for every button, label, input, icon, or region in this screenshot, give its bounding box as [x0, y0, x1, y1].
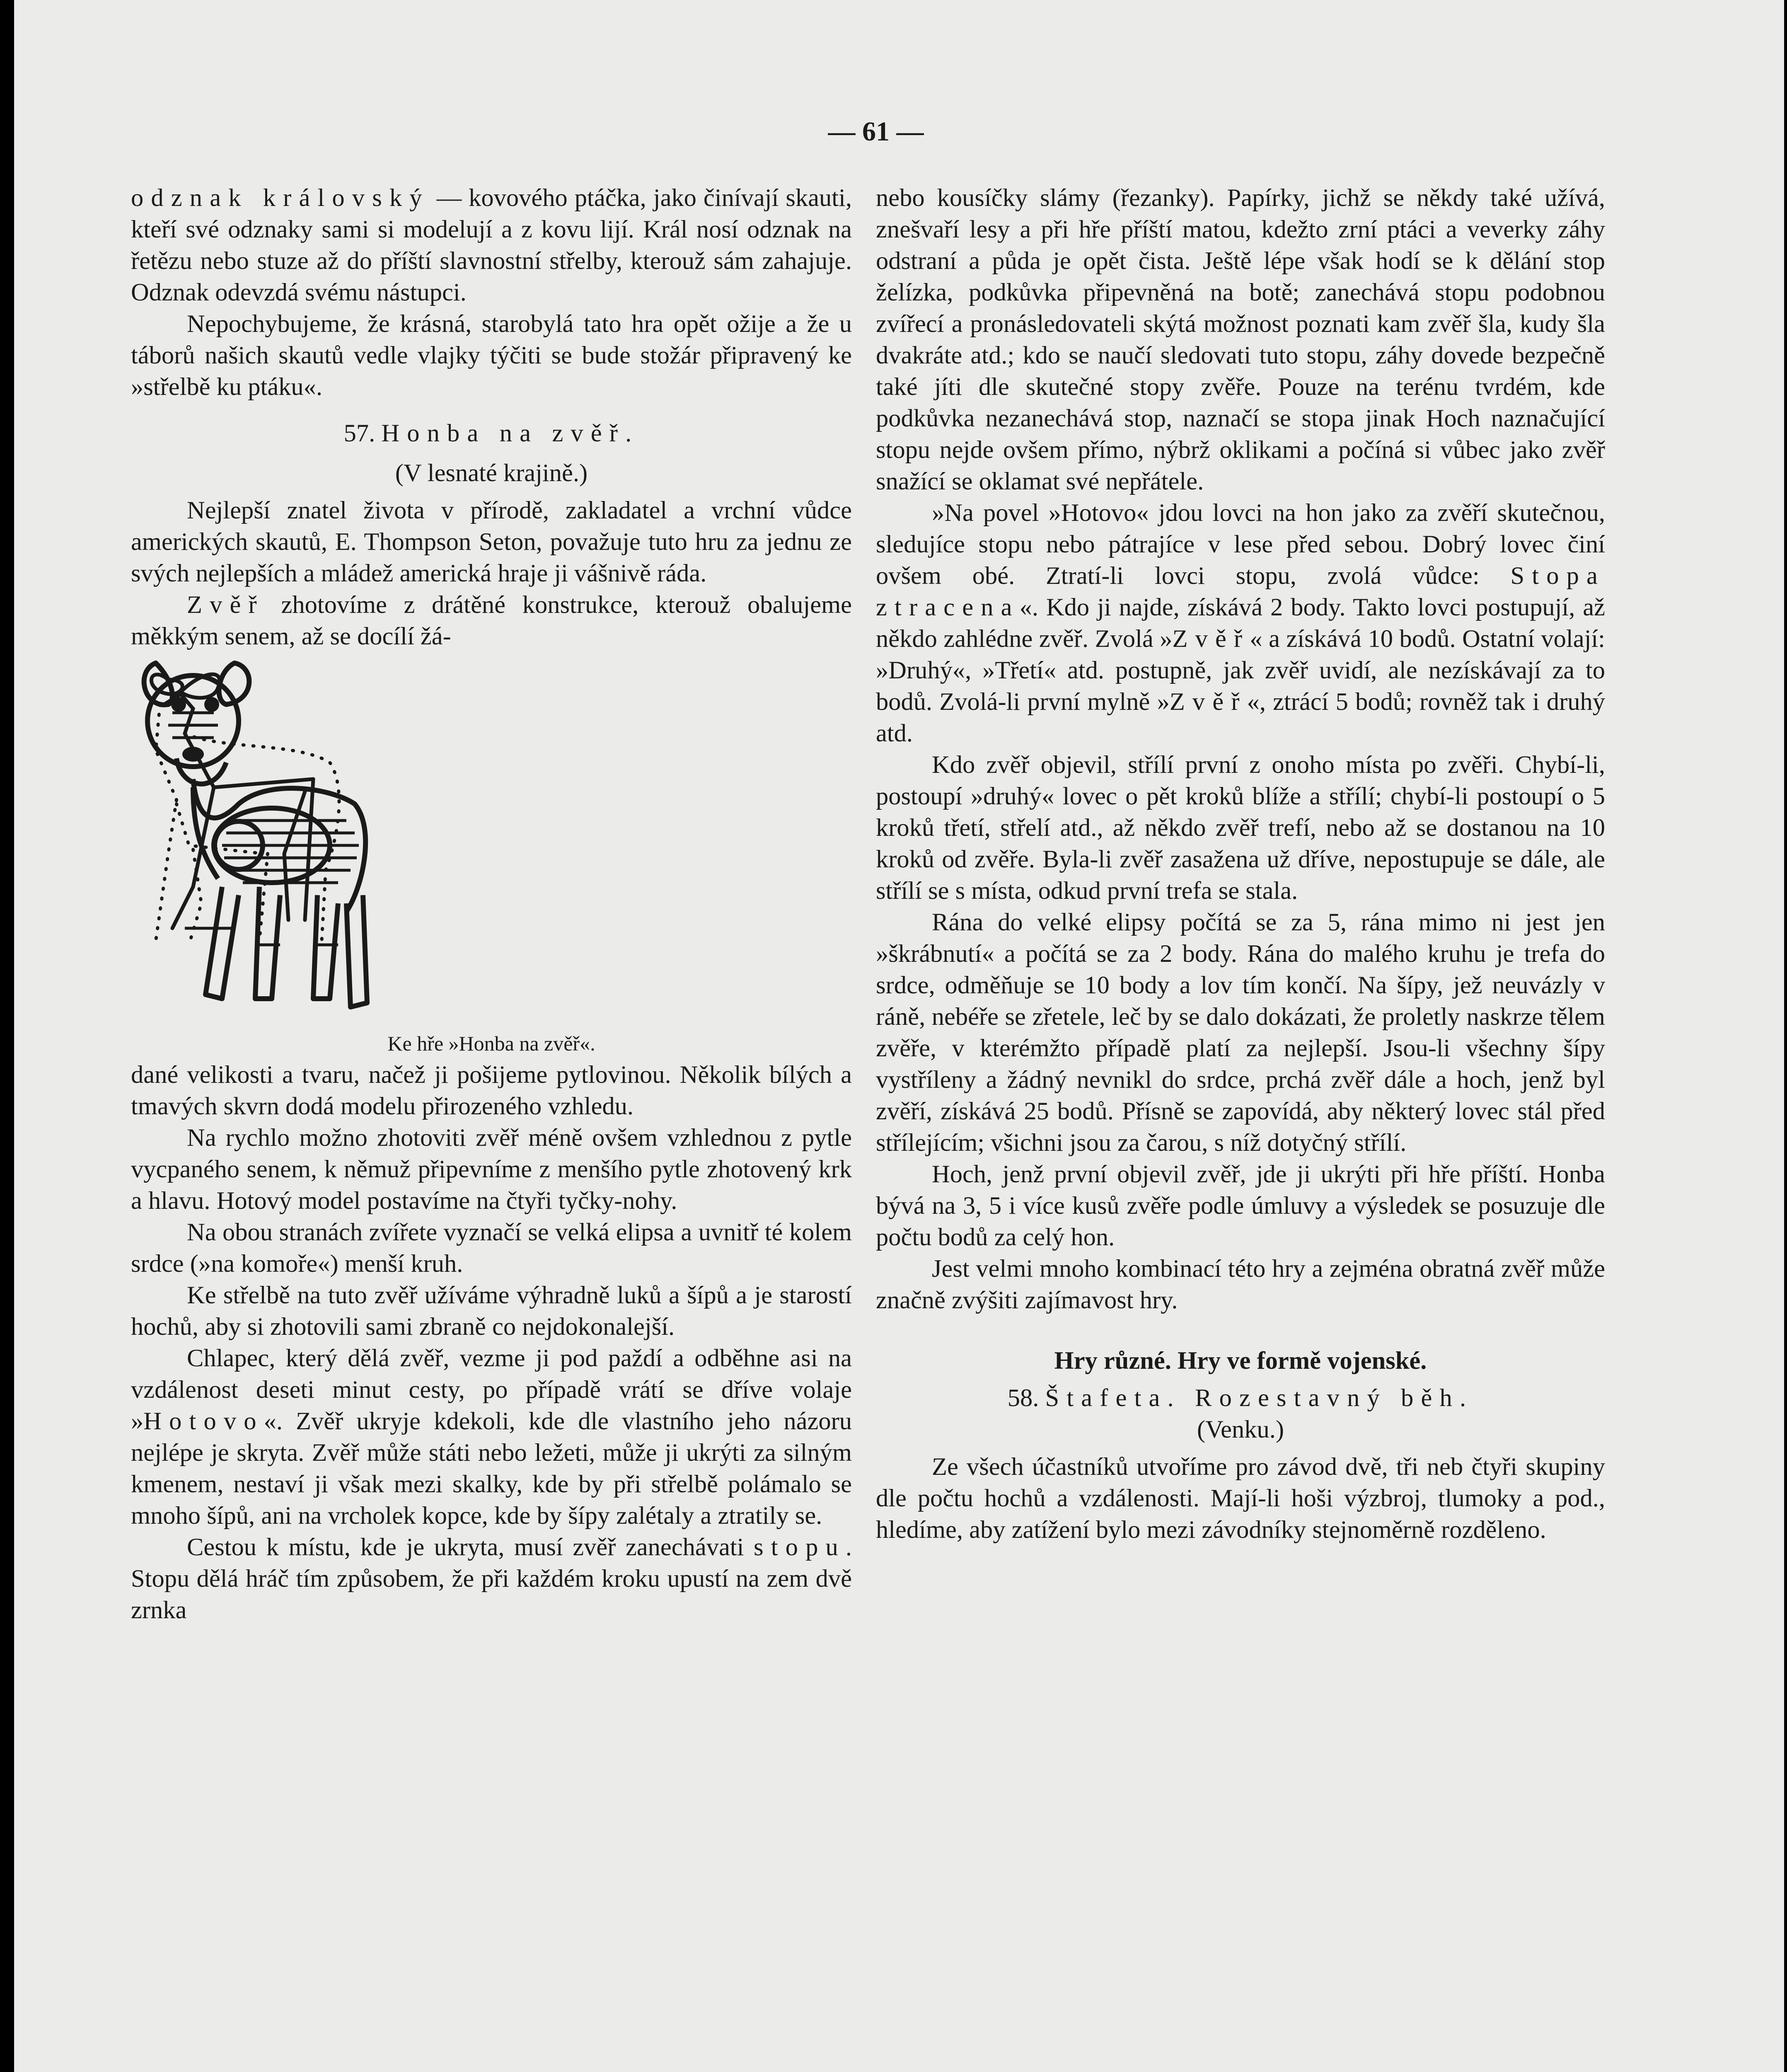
paragraph: odznak královský — kovového ptáčka, jako činívají skauti, kteří své odznaky sami si modelují a z kovu lijí. Král nosí odznak na řetězu nebo stuze až do příští slavnostní střelby, kterouž sám zahajuje. Odznak odevzdá svému nástupci. — [131, 184, 852, 306]
figure-caption: Ke hře »Honba na zvěř«. — [387, 1032, 595, 1055]
section-title: Hry různé. Hry ve formě vojenské. — [1054, 1347, 1427, 1375]
paragraph: Na obou stranách zvířete vyznačí se velká elipsa a uvnitř té kolem srdce (»na komoře«) menší kruh. — [131, 1218, 852, 1278]
paragraph: dané velikosti a tvaru, načež ji pošijeme pytlovinou. Několik bílých a tmavých skvrn dodá modelu přirozeného vzhledu. — [131, 1061, 852, 1120]
spaced-term: odznak královský — [131, 184, 430, 212]
paragraph: Na rychlo možno zhotoviti zvěř méně ovšem vzhlednou z pytle vycpaného senem, k němuž připevníme z menšího pytle zhotovený krk a hlavu. Hotový model postavíme na čtyři tyčky-nohy. — [131, 1124, 852, 1215]
section-heading-57: 57. Honba na zvěř. — [343, 419, 639, 447]
paragraph: Kdo zvěř objevil, střílí první z onoho místa po zvěři. Chybí-li, postoupí »druhý« lovec o pět kroků blíže a střílí; chybí-li postoupí o 5 kroků třetí, střelí atd., až někdo zvěř trefí, nebo až se dostanou na 10 kroků od zvěře. Byla-li zvěř zasažena už dříve, nepostupuje se dále, ale střílí se s místa, odkud první trefa se stala. — [876, 751, 1605, 905]
page-number: — 61 — — [828, 116, 924, 147]
section-subheading-58: (Venku.) — [1197, 1416, 1284, 1443]
paragraph: Jest velmi mnoho kombinací této hry a zejména obratná zvěř může značně zvýšiti zajímavost hry. — [876, 1255, 1605, 1314]
paragraph: Ke střelbě na tuto zvěř užíváme výhradně luků a šípů a je starostí hochů, aby si zhotovili sami zbraně co nejdokonalejší. — [131, 1281, 852, 1341]
paragraph: nebo kousíčky slámy (řezanky). Papírky, jichž se někdy také užívá, znešvaří lesy a při hře příští matou, kdežto zrní ptáci a veverky záhy odstraní a půda je opět čista. Ještě lépe však hodí se k dělání stop želízka, podkůvka připevněná na botě; zanechává stopu podobnou zvířecí a pronásledovateli skýtá možnost poznati kam zvěř šla, kudy šla dvakráte atd.; kdo se naučí sledovati tuto stopu, záhy dovede bezpečně také jíti dle skutečné stopy zvěře. Pouze na terénu tvrdém, kde podkůvka nezanechává stop, naznačí se stopa jinak Hoch naznačující stopu nejde ovšem přímo, nýbrž oklikami a počíná si vůbec jako zvěř snažící se oklamat své nepřátele. — [876, 184, 1605, 495]
paragraph: Nepochybujeme, že krásná, starobylá tato hra opět ožije a že u táborů našich skautů vedle vlajky týčiti se bude stožár připravený ke »střelbě ku ptáku«. — [131, 310, 852, 401]
deer-illustration — [131, 655, 852, 1028]
hay-stuffed-deer-drawing — [131, 655, 380, 1011]
paragraph: Hoch, jenž první objevil zvěř, jde ji ukrýti při hře příští. Honba bývá na 3, 5 i více kusů zvěře podle úmluvy a výsledek se posuzuje dle počtu bodů za celý hon. — [876, 1160, 1605, 1251]
left-column — [131, 182, 852, 1626]
book-page — [14, 0, 1784, 2072]
paragraph: Nejlepší znatel života v přírodě, zakladatel a vrchní vůdce amerických skautů, E. Thompson Seton, považuje tuto hru za jednu ze svých nejlepších a mládež americká hraje ji vášnivě ráda. — [131, 496, 852, 587]
right-column — [876, 182, 1605, 1546]
paragraph: Chlapec, který dělá zvěř, vezme ji pod paždí a odběhne asi na vzdálenost deseti minut cesty, po případě vrátí se dříve volaje »Hotovo«. Zvěř ukryje kdekoli, kde dle vlastního jeho názoru nejlépe je skryta. Zvěř může státi nebo ležeti, může ji ukrýti za silným kmenem, nestaví ji však mezi skalky, kde by při střelbě polámalo se mnoho šípů, ani na vrcholek kopce, kde by šípy zalétaly a ztratily se. — [131, 1344, 852, 1530]
section-heading-58: 58. Štafeta. Rozestavný běh. — [1007, 1384, 1474, 1412]
section-subheading-57: (V lesnaté krajině.) — [395, 459, 588, 487]
paragraph: Rána do velké elipsy počítá se za 5, rána mimo ni jest jen »škrábnutí« a počítá se za 2 body. Rána do malého kruhu je trefa do srdce, odměňuje se 10 body a lov tím končí. Na šípy, jež neuvázly v ráně, nebéře se zřetele, leč by se dalo dokázati, že proletly naskrze tělem zvěře, v kterémžto případě platí za nejlepší. Jsou-li všechny šípy vystříleny a žádný nevnikl do srdce, prchá zvěř dále a hoch, jenž byl zvěří, získává 25 bodů. Přísně se zapovídá, aby některý lovec stál před střílejícím; všichni jsou za čarou, s níž dotyčný střílí. — [876, 908, 1605, 1157]
paragraph: Cestou k místu, kde je ukryta, musí zvěř zanechávati stopu. Stopu dělá hráč tím způsobem, že při každém kroku upustí na zem dvě zrnka — [131, 1533, 852, 1624]
paragraph: Ze všech účastníků utvoříme pro závod dvě, tři neb čtyři skupiny dle počtu hochů a vzdálenosti. Mají-li hoši výzbroj, tlumoky a pod., hledíme, aby zatížení bylo mezi závodníky stejnoměrně rozděleno. — [876, 1453, 1605, 1544]
paragraph: Zvěř zhotovíme z drátěné konstrukce, kterouž obalujeme měkkým senem, až se docílí žá- — [131, 591, 852, 650]
paragraph: »Na povel »Hotovo« jdou lovci na hon jako za zvěří skutečnou, sledujíce stopu nebo pátrajíce v lese před sebou. Dobrý lovec činí ovšem obé. Ztratí-li lovci stopu, zvolá vůdce: Stopa ztracena«. Kdo ji najde, získává 2 body. Takto lovci postupují, až někdo zahlédne zvěř. Zvolá »Zvěř« a získává 10 bodů. Ostatní volají: »Druhý«, »Třetí« atd. postupně, jak zvěř uvidí, ale nezískávají za to bodů. Zvolá-li první mylně »Zvěř«, ztrácí 5 bodů; rovněž tak i druhý atd. — [876, 499, 1605, 747]
